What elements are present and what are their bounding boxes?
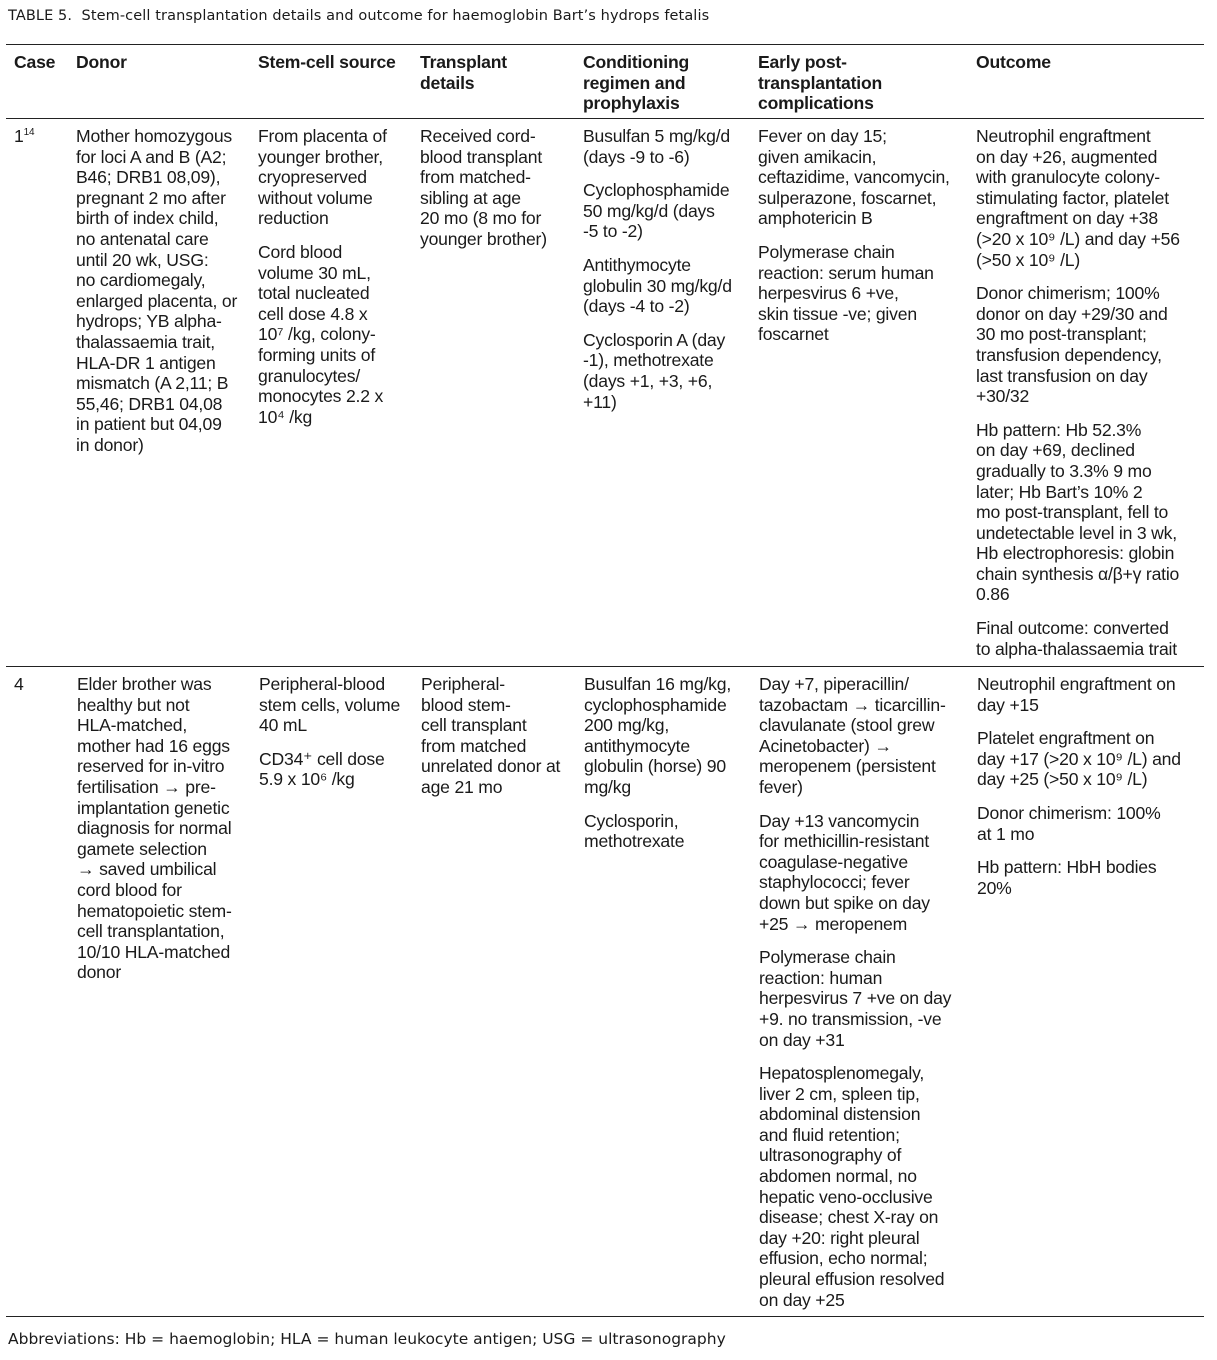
cell-paragraph	[976, 283, 1180, 407]
row2-case-number: 4	[14, 674, 24, 694]
cell-line: cryopreserved	[258, 167, 367, 188]
cell-line: Polymerase chain	[758, 241, 895, 262]
header-line: Donor	[76, 52, 127, 72]
row1-outcome	[976, 126, 1180, 659]
table-bottom-rule	[6, 1316, 1204, 1317]
cell-line: +30/32	[976, 386, 1030, 407]
header-line: details	[420, 72, 475, 93]
cell-line: last transfusion on day	[976, 365, 1148, 386]
cell-line: and fluid retention;	[759, 1124, 900, 1145]
cell-line: coagulase-negative	[759, 851, 908, 872]
cell-line: donor on day +29/30 and	[976, 303, 1168, 324]
cell-line: hydrops; YB alpha-	[76, 311, 222, 332]
header-conditioning	[583, 52, 689, 114]
cell-line: chain synthesis α/β+γ ratio	[976, 563, 1180, 584]
cell-line: sulperazone, foscarnet,	[758, 187, 937, 208]
cell-paragraph	[976, 618, 1180, 659]
cell-line: unrelated donor at	[421, 756, 561, 777]
row2-case	[14, 674, 24, 695]
cell-line: Polymerase chain	[759, 947, 896, 968]
cell-paragraph	[584, 811, 731, 852]
cell-line: meropenem (persistent	[759, 756, 936, 777]
row1-case-number: 1	[14, 126, 24, 146]
cell-line: day +25 (>50 x 10⁹ /L)	[977, 769, 1148, 790]
cell-line: thalassaemia trait,	[76, 331, 215, 352]
cell-paragraph	[977, 803, 1181, 844]
cell-line: younger brother,	[258, 146, 383, 167]
cell-line: Neutrophil engraftment	[976, 126, 1151, 146]
cell-line: Peripheral-	[421, 674, 505, 694]
cell-line: → saved umbilical	[77, 859, 217, 880]
header-line: transplantation	[758, 72, 883, 93]
cell-line: Hepatosplenomegaly,	[759, 1063, 925, 1084]
cell-line: Platelet engraftment on	[977, 728, 1155, 749]
cell-line: +11)	[583, 391, 617, 412]
cell-line: given amikacin,	[758, 146, 877, 167]
cell-line: undetectable level in 3 wk,	[976, 522, 1177, 543]
cell-line: forming units of	[258, 344, 376, 365]
cell-line: no cardiomegaly,	[76, 270, 206, 291]
cell-line: 5.9 x 10⁶ /kg	[259, 769, 355, 790]
header-line: Conditioning	[583, 52, 690, 72]
cell-line: -5 to -2)	[583, 221, 643, 242]
cell-line: Busulfan 16 mg/kg,	[584, 674, 732, 694]
cell-line: at 1 mo	[977, 823, 1035, 844]
cell-line: in patient but 04,09	[76, 414, 222, 435]
cell-paragraph	[977, 857, 1181, 898]
cell-line: no antenatal care	[76, 228, 209, 249]
cell-line: birth of index child,	[76, 208, 219, 229]
cell-line: without volume	[258, 187, 373, 208]
cell-line: Busulfan 5 mg/kg/d	[583, 126, 731, 146]
cell-paragraph	[584, 674, 731, 798]
cell-line: abdomen normal, no	[759, 1166, 917, 1187]
cell-line: foscarnet	[758, 324, 829, 345]
cell-line: fever)	[759, 776, 803, 797]
cell-line: 0.86	[976, 584, 1010, 605]
row1-case-reference: 14	[23, 127, 35, 138]
cell-line: Hb electrophoresis: globin	[976, 543, 1175, 564]
cell-paragraph	[258, 242, 387, 427]
cell-paragraph	[583, 330, 732, 412]
row1-transplant-details	[420, 126, 547, 250]
cell-line: cell transplant	[421, 715, 527, 736]
header-line: Transplant	[420, 52, 507, 72]
cell-line: to alpha-thalassaemia trait	[976, 638, 1177, 659]
cell-line: cell dose 4.8 x	[258, 303, 368, 324]
cell-line: healthy but not	[77, 694, 190, 715]
cell-line: gamete selection	[77, 838, 207, 859]
cell-line: (days -9 to -6)	[583, 146, 690, 167]
cell-line: cyclophosphamide	[584, 694, 727, 715]
cell-line: 30 mo post-transplant;	[976, 324, 1147, 345]
header-complications	[758, 52, 882, 114]
cell-line: Antithymocyte	[583, 254, 691, 275]
cell-line: on day +25	[759, 1289, 845, 1310]
cell-line: reaction: serum human	[758, 262, 934, 283]
cell-line: blood transplant	[420, 146, 543, 167]
cell-line: Hb pattern: HbH bodies	[977, 857, 1157, 878]
cell-paragraph	[759, 674, 951, 798]
row-divider	[6, 666, 1204, 667]
cell-line: mismatch (A 2,11; B	[76, 373, 229, 394]
cell-line: Elder brother was	[77, 674, 212, 694]
cell-line: day +20: right pleural	[759, 1227, 920, 1248]
cell-line: staphylococci; fever	[759, 872, 910, 893]
header-rule	[6, 118, 1204, 119]
cell-paragraph	[758, 242, 950, 345]
row1-stem-cell-source	[258, 126, 387, 427]
row2-conditioning	[584, 674, 731, 852]
cell-line: on day +26, augmented	[976, 146, 1158, 167]
cell-line: (>20 x 10⁹ /L) and day +56	[976, 228, 1180, 249]
cell-line: reserved for in-vitro	[77, 756, 225, 777]
header-outcome	[976, 52, 1051, 73]
header-line: Case	[14, 52, 56, 72]
cell-line: transfusion dependency,	[976, 344, 1162, 365]
cell-line: Day +7, piperacillin/	[759, 674, 909, 694]
cell-paragraph	[759, 947, 951, 1050]
cell-line: effusion, echo normal;	[759, 1248, 928, 1269]
header-case	[14, 52, 55, 73]
cell-paragraph	[76, 126, 237, 456]
cell-paragraph	[976, 126, 1180, 270]
cell-paragraph	[758, 126, 950, 229]
cell-line: abdominal distension	[759, 1104, 921, 1125]
cell-line: 50 mg/kg/d (days	[583, 200, 715, 221]
cell-line: Peripheral-blood	[259, 674, 385, 694]
cell-line: mother had 16 eggs	[77, 735, 230, 756]
cell-line: 40 mL	[259, 715, 307, 736]
header-stem-cell-source	[258, 52, 396, 73]
cell-line: 55,46; DRB1 04,08	[76, 393, 223, 414]
cell-line: until 20 wk, USG:	[76, 249, 209, 270]
cell-line: clavulanate (stool grew	[759, 715, 935, 736]
cell-paragraph	[583, 255, 732, 317]
cell-line: Received cord-	[420, 126, 536, 146]
cell-line: from matched	[421, 735, 527, 756]
cell-paragraph	[77, 674, 232, 983]
cell-line: 10/10 HLA-matched	[77, 941, 231, 962]
cell-line: HLA-DR 1 antigen	[76, 352, 216, 373]
cell-line: Donor chimerism; 100%	[976, 283, 1160, 304]
cell-line: (days +1, +3, +6,	[583, 370, 713, 391]
cell-line: ceftazidime, vancomycin,	[758, 167, 950, 188]
cell-line: monocytes 2.2 x	[258, 386, 384, 407]
cell-line: Day +13 vancomycin	[759, 810, 920, 831]
row2-outcome	[977, 674, 1181, 898]
cell-line: total nucleated	[258, 283, 370, 304]
cell-line: -1), methotrexate	[583, 350, 714, 371]
cell-line: fertilisation → pre-	[77, 776, 216, 797]
cell-line: 10⁴ /kg	[258, 406, 313, 427]
cell-line: stem cells, volume	[259, 694, 401, 715]
cell-line: mo post-transplant, fell to	[976, 502, 1169, 523]
cell-line: enlarged placenta, or	[76, 290, 238, 311]
cell-line: cord blood for	[77, 879, 182, 900]
cell-line: herpesvirus 7 +ve on day	[759, 988, 952, 1009]
row1-complications	[758, 126, 950, 345]
cell-line: Acinetobacter) →	[759, 735, 892, 756]
cell-line: 200 mg/kg,	[584, 715, 670, 736]
cell-paragraph	[759, 811, 951, 935]
cell-line: reduction	[258, 208, 329, 229]
cell-line: Hb pattern: Hb 52.3%	[976, 419, 1142, 440]
cell-line: for loci A and B (A2;	[76, 146, 227, 167]
table-label: TABLE 5.	[8, 8, 73, 24]
header-line: regimen and	[583, 72, 686, 93]
cell-line: tazobactam → ticarcillin-	[759, 694, 946, 715]
row2-stem-cell-source	[259, 674, 400, 790]
cell-line: +9. no transmission, -ve	[759, 1008, 942, 1029]
header-donor	[76, 52, 127, 73]
cell-line: age 21 mo	[421, 776, 503, 797]
cell-line: antithymocyte	[584, 735, 690, 756]
header-line: complications	[758, 93, 874, 114]
cell-line: Fever on day 15;	[758, 126, 887, 146]
cell-paragraph	[258, 126, 387, 229]
cell-line: blood stem-	[421, 694, 511, 715]
cell-line: Mother homozygous	[76, 126, 233, 146]
cell-line: 20 mo (8 mo for	[420, 208, 542, 229]
cell-line: implantation genetic	[77, 797, 230, 818]
header-line: Outcome	[976, 52, 1051, 72]
cell-line: (days -4 to -2)	[583, 296, 690, 317]
cell-paragraph	[420, 126, 547, 250]
cell-paragraph	[421, 674, 560, 798]
table-caption	[8, 8, 709, 24]
cell-line: gradually to 3.3% 9 mo	[976, 460, 1152, 481]
cell-line: Cyclosporin A (day	[583, 329, 726, 350]
cell-line: pregnant 2 mo after	[76, 187, 226, 208]
header-line: Stem-cell source	[258, 52, 396, 72]
cell-paragraph	[977, 674, 1181, 715]
cell-line: herpesvirus 6 +ve,	[758, 283, 899, 304]
cell-line: sibling at age	[420, 187, 521, 208]
header-line: prophylaxis	[583, 93, 680, 114]
row2-complications	[759, 674, 951, 1310]
cell-line: Donor chimerism: 100%	[977, 802, 1161, 823]
cell-paragraph	[976, 420, 1180, 605]
row1-donor	[76, 126, 237, 456]
cell-line: 20%	[977, 877, 1012, 898]
cell-line: pleural effusion resolved	[759, 1269, 945, 1290]
cell-line: Final outcome: converted	[976, 618, 1169, 639]
row1-case	[14, 126, 34, 147]
cell-line: Cyclophosphamide	[583, 180, 730, 201]
cell-line: down but spike on day	[759, 892, 930, 913]
row2-donor	[77, 674, 232, 983]
cell-paragraph	[259, 749, 400, 790]
cell-line: reaction: human	[759, 967, 883, 988]
header-transplant-details	[420, 52, 507, 93]
cell-line: Cord blood	[258, 241, 343, 262]
cell-line: HLA-matched,	[77, 715, 188, 736]
cell-line: day +15	[977, 694, 1039, 715]
cell-line: on day +31	[759, 1029, 845, 1050]
cell-line: methotrexate	[584, 831, 685, 852]
cell-line: in donor)	[76, 434, 144, 455]
cell-paragraph	[583, 126, 732, 167]
cell-line: hematopoietic stem-	[77, 900, 232, 921]
cell-line: B46; DRB1 08,09),	[76, 167, 221, 188]
cell-line: mg/kg	[584, 776, 631, 797]
header-line: Early post-	[758, 52, 847, 72]
cell-line: cell transplantation,	[77, 921, 225, 942]
cell-paragraph	[583, 180, 732, 242]
cell-line: for methicillin-resistant	[759, 831, 930, 852]
cell-line: disease; chest X-ray on	[759, 1207, 939, 1228]
cell-line: day +17 (>20 x 10⁹ /L) and	[977, 748, 1181, 769]
cell-paragraph	[259, 674, 400, 736]
table-title: Stem-cell transplantation details and outcome for haemoglobin Bart’s hydrops fetalis	[81, 8, 710, 24]
cell-line: amphotericin B	[758, 208, 873, 229]
cell-line: donor	[77, 962, 121, 983]
cell-line: with granulocyte colony-	[976, 167, 1160, 188]
cell-paragraph	[977, 728, 1181, 790]
cell-line: skin tissue -ve; given	[758, 303, 917, 324]
table-top-rule	[6, 44, 1204, 45]
cell-line: volume 30 mL,	[258, 262, 371, 283]
cell-line: diagnosis for normal	[77, 818, 232, 839]
cell-line: globulin 30 mg/kg/d	[583, 275, 732, 296]
cell-line: 10⁷ /kg, colony-	[258, 324, 376, 345]
cell-line: Neutrophil engraftment on	[977, 674, 1176, 694]
cell-line: (>50 x 10⁹ /L)	[976, 249, 1080, 270]
cell-line: engraftment on day +38	[976, 208, 1158, 229]
cell-line: hepatic veno-occlusive	[759, 1186, 933, 1207]
cell-line: ultrasonography of	[759, 1145, 902, 1166]
cell-line: +25 → meropenem	[759, 913, 908, 934]
cell-line: later; Hb Bart’s 10% 2	[976, 481, 1143, 502]
cell-line: on day +69, declined	[976, 440, 1135, 461]
cell-line: stimulating factor, platelet	[976, 187, 1169, 208]
cell-line: CD34⁺ cell dose	[259, 748, 385, 769]
cell-line: from matched-	[420, 167, 531, 188]
cell-line: globulin (horse) 90	[584, 756, 726, 777]
cell-line: younger brother)	[420, 228, 547, 249]
cell-line: Cyclosporin,	[584, 810, 679, 831]
abbreviations-footnote: Abbreviations: Hb = haemoglobin; HLA = human leukocyte antigen; USG = ultrasonography	[8, 1330, 726, 1348]
cell-paragraph	[759, 1063, 951, 1310]
row2-transplant-details	[421, 674, 560, 798]
cell-line: From placenta of	[258, 126, 387, 146]
cell-line: granulocytes/	[258, 365, 361, 386]
row1-conditioning	[583, 126, 732, 412]
cell-line: liver 2 cm, spleen tip,	[759, 1083, 920, 1104]
